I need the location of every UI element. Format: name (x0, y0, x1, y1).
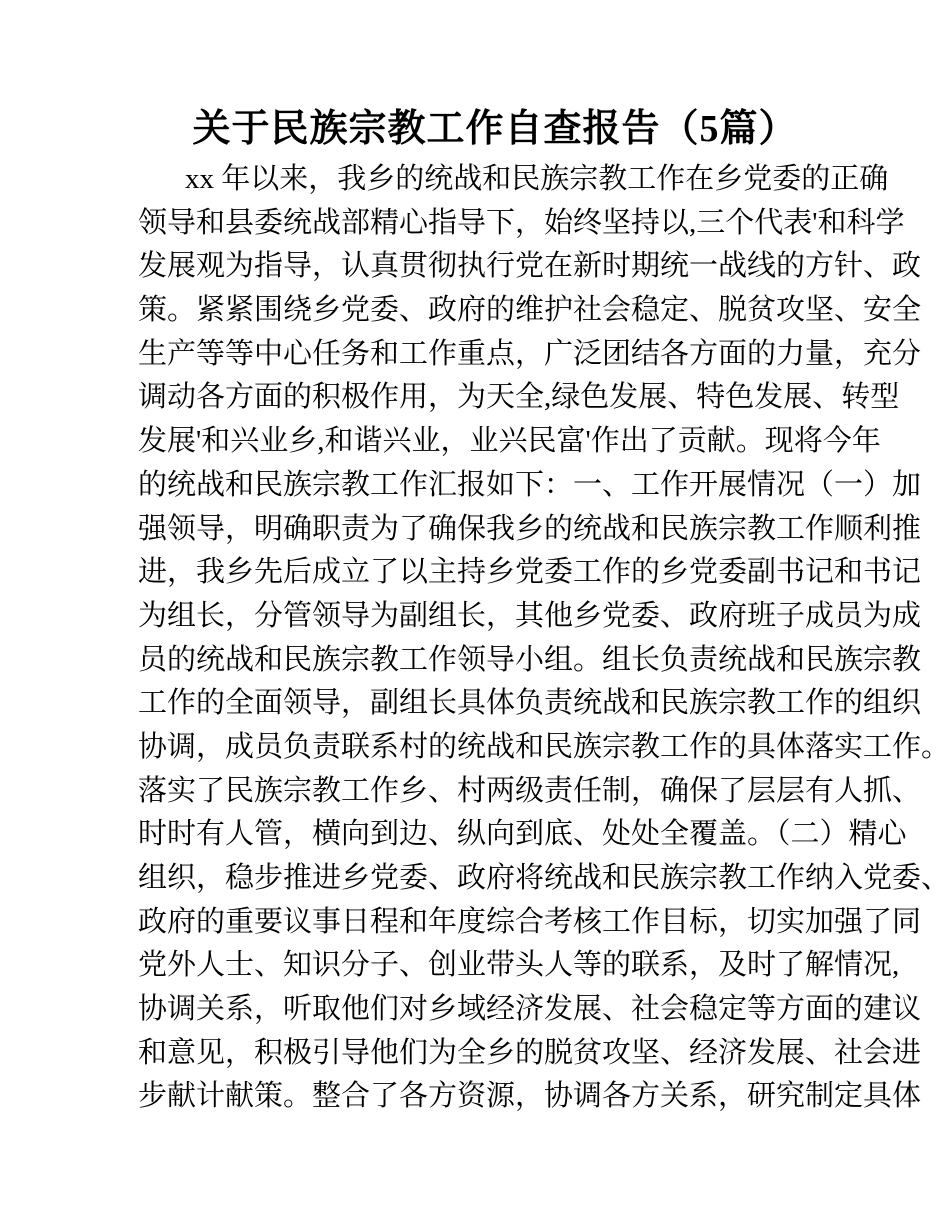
document-title: 关于民族宗教工作自查报告（5篇） (192, 108, 798, 150)
text-line: 策。紧紧围绕乡党委、政府的维护社会稳定、脱贫攻坚、安全 (138, 294, 922, 327)
text-line: 组织，稳步推进乡党委、政府将统战和民族宗教工作纳入党委、 (138, 862, 950, 894)
document-body (138, 158, 950, 1119)
text-line: 的统战和民族宗教工作汇报如下：一、工作开展情况（一）加 (138, 468, 922, 501)
text-line: 生产等等中心任务和工作重点，广泛团结各方面的力量，充分 (138, 337, 922, 370)
text-line: 步献计献策。整合了各方资源，协调各方关系，研究制定具体 (138, 1080, 922, 1113)
text-line: 协调，成员负责联系村的统战和民族宗教工作的具体落实工作。 (138, 730, 950, 763)
text-line: 和意见，积极引导他们为全乡的脱贫攻坚、经济发展、社会进 (138, 1036, 922, 1069)
text-line: 政府的重要议事日程和年度综合考核工作目标，切实加强了同 (138, 905, 922, 938)
text-line: 员的统战和民族宗教工作领导小组。组长负责统战和民族宗教 (138, 643, 922, 676)
text-line: 为组长，分管领导为副组长，其他乡党委、政府班子成员为成 (138, 599, 922, 632)
text-line: 调动各方面的积极作用，为天全,绿色发展、特色发展、转型 (138, 381, 900, 414)
text-line: 党外人士、知识分子、创业带头人等的联系，及时了解情况, (138, 949, 900, 982)
text-line: 落实了民族宗教工作乡、村两级责任制，确保了层层有人抓、 (138, 774, 922, 807)
text-line: 时时有人管，横向到边、纵向到底、处处全覆盖。（二）精心 (138, 818, 907, 851)
text-line: 协调关系，听取他们对乡域经济发展、社会稳定等方面的建议 (138, 993, 922, 1026)
text-line: 领导和县委统战部精心指导下，始终坚持以,三个代表'和科学 (138, 206, 905, 239)
text-line: xx 年以来，我乡的统战和民族宗教工作在乡党委的正确 (185, 163, 889, 195)
text-line: 强领导，明确职责为了确保我乡的统战和民族宗教工作顺利推 (138, 512, 922, 545)
text-line: 发展观为指导，认真贯彻执行党在新时期统一战线的方针、政 (138, 250, 922, 283)
text-line: 进，我乡先后成立了以主持乡党委工作的乡党委副书记和书记 (138, 556, 922, 589)
text-line: 工作的全面领导，副组长具体负责统战和民族宗教工作的组织 (138, 687, 922, 720)
text-line: 发展'和兴业乡,和谐兴业，业兴民富'作出了贡献。现将今年 (138, 425, 881, 458)
